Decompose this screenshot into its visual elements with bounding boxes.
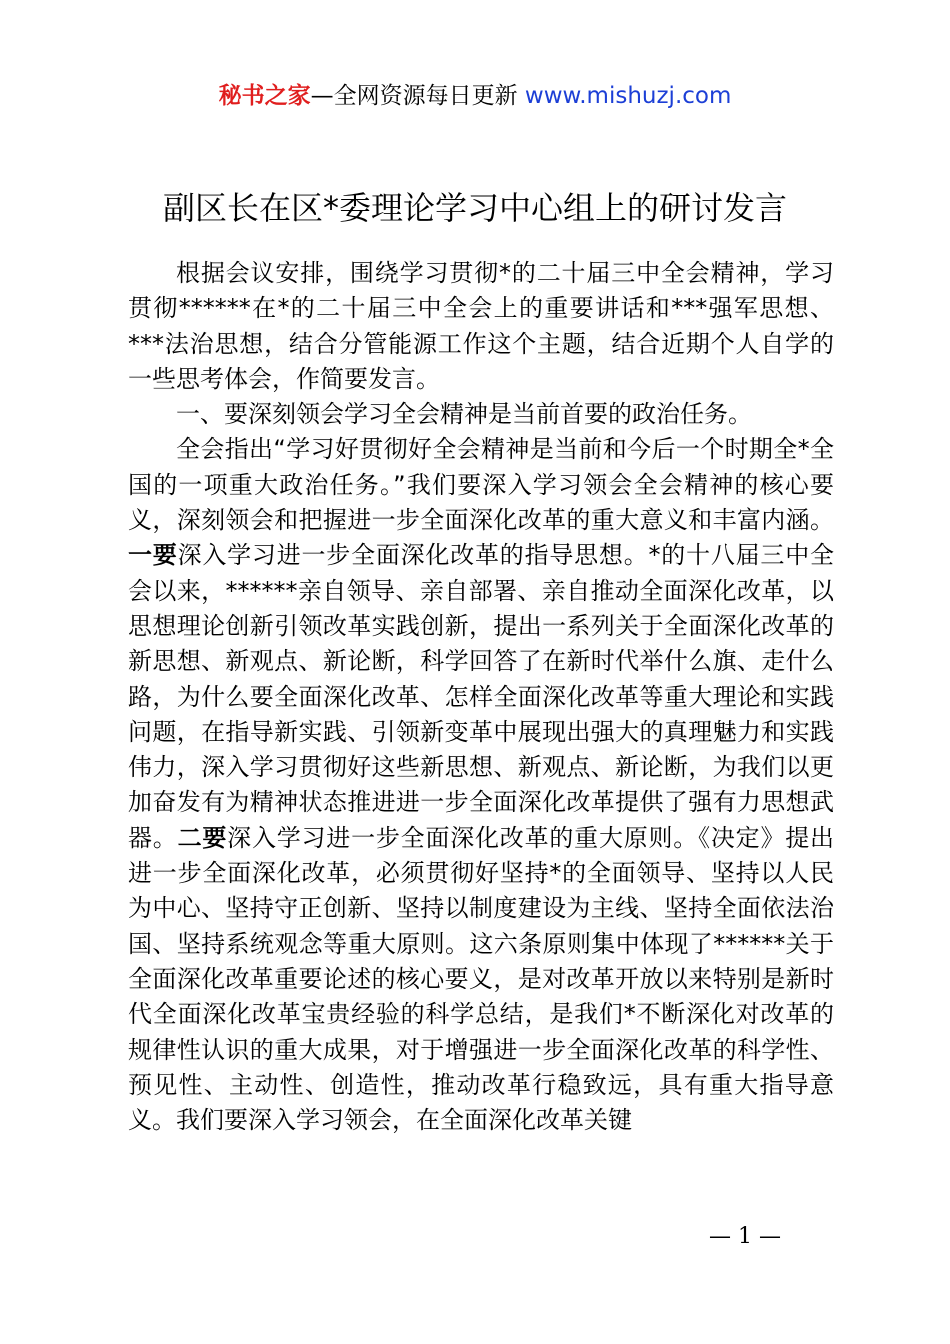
section-heading-1: 一、要深刻领会学习全会精神是当前首要的政治任务。 bbox=[176, 400, 752, 429]
banner-url-link[interactable]: www.mishuzj.com bbox=[524, 83, 732, 109]
paragraph-text: 深入学习进一步全面深化改革的指导思想。*的十八届三中全会以来，******亲自领导、亲自部署、亲自推动全面深化改革，以思想理论创新引领改革实践创新，提出一系列关于全面深化改革的新思想、新观点、新论断，科学回答了在新时代举什么旗、走什么路，为什么要全面深化改革、怎样全面深化改革等重大理论和实践问题，在指导新实践、引领新变革中展现出强大的真理魅力和实践伟力，深入学习贯彻好这些新思想、新观点、新论断，为我们以更加奋发有为精神状态推进进一步全面深化改革提供了强有力思想武器。 bbox=[128, 541, 835, 852]
banner-slogan: —全网资源每日更新 bbox=[310, 83, 518, 109]
site-banner bbox=[0, 80, 950, 112]
bold-marker-first: 一要 bbox=[128, 541, 178, 570]
bold-marker-second: 二要 bbox=[177, 823, 228, 852]
paragraph-text: 深入学习进一步全面深化改革的重大原则。《决定》提出进一步全面深化改革，必须贯彻好坚持*的全面领导、坚持以人民为中心、坚持守正创新、坚持以制度建设为主线、坚持全面依法治国、坚持系统观念等重大原则。这六条原则集中体现了******关于全面深化改革重要论述的核心要义，是对改革开放以来特别是新时代全面深化改革宝贵经验的科学总结，是我们*不断深化对改革的规律性认识的重大成果，对于增强进一步全面深化改革的科学性、预见性、主动性、创造性，推动改革行稳致远，具有重大指导意义。我们要深入学习领会，在全面深化改革关键 bbox=[128, 823, 835, 1135]
page-number: — 1 — bbox=[709, 1224, 781, 1249]
paragraph-section-1 bbox=[128, 432, 834, 1138]
document-body bbox=[128, 256, 834, 1138]
paragraph-text: 全会指出“学习好贯彻好全会精神是当前和今后一个时期全*全国的一项重大政治任务。”我们要深入学习领会全会精神的核心要义，深刻领会和把握进一步全面深化改革的重大意义和丰富内涵。 bbox=[128, 435, 834, 535]
paragraph-intro: 根据会议安排，围绕学习贯彻*的二十届三中全会精神，学习贯彻******在*的二十届三中全会上的重要讲话和***强军思想、***法治思想，结合分管能源工作这个主题，结合近期个人自学的一些思考体会，作简要发言。 bbox=[128, 259, 834, 393]
brand-name: 秘书之家 bbox=[218, 83, 311, 109]
document-title: 副区长在区*委理论学习中心组上的研讨发言 bbox=[162, 189, 787, 227]
